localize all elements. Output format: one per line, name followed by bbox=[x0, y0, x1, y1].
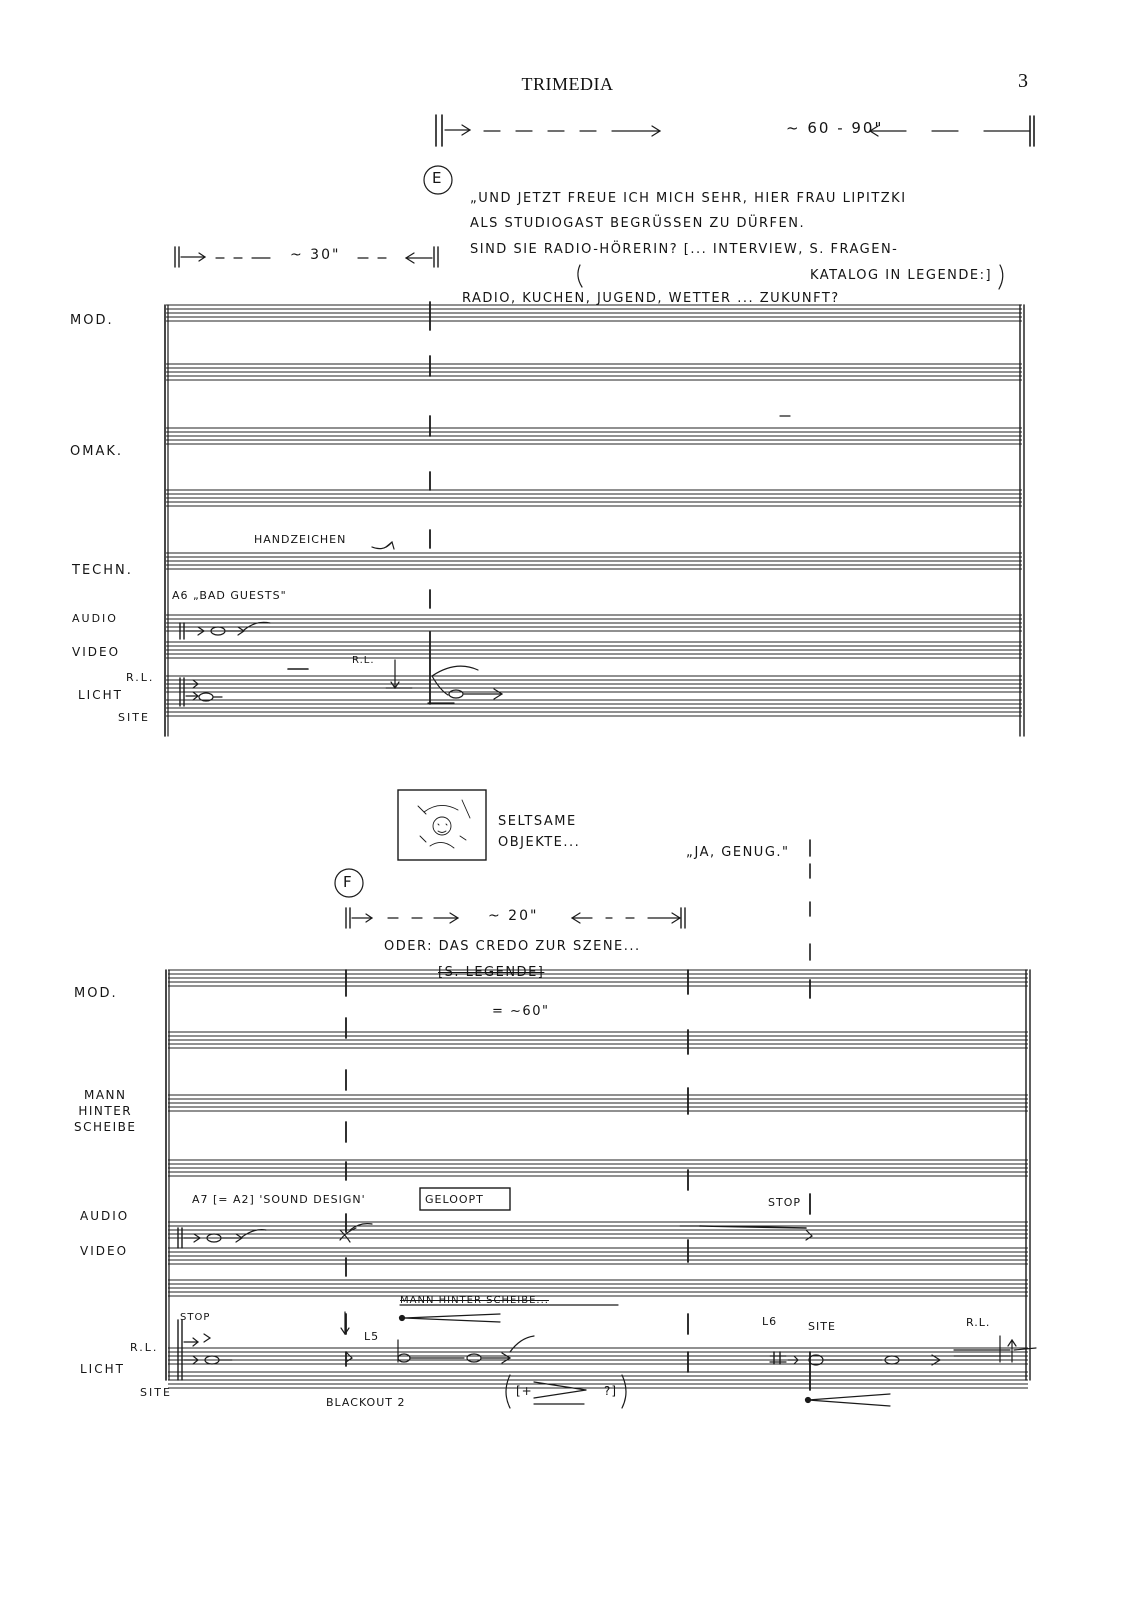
bracket-plus: [+ bbox=[516, 1384, 533, 1398]
staff-label-hinter: HINTER bbox=[78, 1104, 133, 1118]
staff-label-licht-f: LICHT bbox=[80, 1362, 125, 1376]
section-f-staves bbox=[168, 970, 1028, 1388]
section-f-staff-2 bbox=[168, 1032, 1028, 1048]
staff-label-video: VIDEO bbox=[72, 645, 121, 659]
image-caption-2: OBJEKTE... bbox=[498, 835, 581, 850]
section-e-staves bbox=[166, 305, 1022, 716]
staff-label-techn: TECHN. bbox=[72, 563, 133, 578]
dialogue-line-1: „UND JETZT FREUE ICH MICH SEHR, HIER FRAU LIPITZKI bbox=[470, 191, 907, 206]
staff-label-mod-f: MOD. bbox=[74, 986, 118, 1001]
section-e-staff-2 bbox=[166, 364, 1022, 380]
ja-genug-line: „JA, GENUG." bbox=[686, 845, 790, 860]
section-f-staff-9 bbox=[168, 1372, 1028, 1388]
section-e-staff-7 bbox=[166, 642, 1022, 658]
staff-label-rl-f: R.L. bbox=[130, 1341, 159, 1354]
section-e-staff-3 bbox=[166, 428, 1022, 444]
image-caption-1: SELTSAME bbox=[498, 814, 577, 829]
light-cue-l5: L5 bbox=[364, 1330, 380, 1343]
page-header-title: TRIMEDIA bbox=[521, 74, 614, 94]
rl-cue-right: R.L. bbox=[966, 1316, 991, 1329]
audio-cue-a6: A6 „BAD GUESTS" bbox=[172, 589, 287, 602]
staff-label-mod: MOD. bbox=[70, 313, 114, 328]
section-e-staff-4 bbox=[166, 490, 1022, 506]
staff-label-site: SITE bbox=[118, 711, 150, 724]
section-e-staff-8 bbox=[166, 676, 1022, 692]
blackout-2: BLACKOUT 2 bbox=[326, 1396, 406, 1409]
section-e-staff-6 bbox=[166, 615, 1022, 631]
section-e-staff-5 bbox=[166, 553, 1022, 569]
time-marker-e-top: ~ 60 - 90" bbox=[786, 119, 884, 137]
light-cue-l6: L6 bbox=[762, 1315, 778, 1328]
section-f-staff-1 bbox=[168, 970, 1028, 986]
oder-credo-line: ODER: DAS CREDO ZUR SZENE... bbox=[384, 939, 641, 954]
sketch-drawing bbox=[418, 800, 470, 848]
interview-bracket-open bbox=[578, 265, 582, 287]
section-e-staff-9 bbox=[166, 700, 1022, 716]
section-e-score bbox=[0, 0, 1135, 760]
dialogue-line-3: SIND SIE RADIO-HÖRERIN? [... INTERVIEW, S. FRAGEN- bbox=[470, 242, 899, 257]
audio-cue-a7: A7 [= A2] 'SOUND DESIGN' bbox=[192, 1193, 366, 1206]
time-marker-e-left: ~ 30" bbox=[290, 247, 341, 263]
geloopt-label: GELOOPT bbox=[425, 1193, 484, 1206]
interview-bracket-close bbox=[999, 265, 1003, 289]
image-frame bbox=[398, 790, 486, 860]
staff-label-licht: LICHT bbox=[78, 688, 123, 702]
legende-ref: [S. LEGENDE] bbox=[438, 965, 545, 980]
sixty-seconds: = ~60" bbox=[492, 1004, 550, 1019]
section-f-staff-6 bbox=[168, 1248, 1028, 1264]
handzeichen-cue: HANDZEICHEN bbox=[254, 533, 347, 546]
staff-label-mann-hinter-scheibe bbox=[74, 1087, 136, 1135]
page-number: 3 bbox=[1018, 70, 1028, 92]
mann-hinter-scheibe-cue: MANN HINTER SCHEIBE... bbox=[400, 1295, 549, 1306]
staff-label-audio: AUDIO bbox=[72, 612, 118, 625]
stop-light: STOP bbox=[180, 1312, 211, 1323]
section-f-staff-7 bbox=[168, 1280, 1028, 1296]
staff-label-mann: MANN bbox=[83, 1088, 127, 1102]
rehearsal-marker-f: F bbox=[343, 873, 352, 891]
time-marker-f: ~ 20" bbox=[488, 908, 539, 924]
site-cue: SITE bbox=[808, 1320, 836, 1333]
stop-audio: STOP bbox=[768, 1196, 801, 1209]
rehearsal-marker-e: E bbox=[432, 169, 442, 187]
staff-label-omak: OMAK. bbox=[70, 444, 123, 459]
staff-label-audio-f: AUDIO bbox=[80, 1209, 130, 1223]
section-f-staff-4 bbox=[168, 1160, 1028, 1176]
section-f-score bbox=[0, 760, 1135, 1600]
dialogue-line-2: ALS STUDIOGAST BEGRÜSSEN ZU DÜRFEN. bbox=[470, 216, 806, 231]
time-bracket-top bbox=[436, 115, 1034, 146]
bracket-question: ?] bbox=[604, 1384, 618, 1398]
staff-label-site-f: SITE bbox=[140, 1386, 172, 1399]
staff-label-video-f: VIDEO bbox=[80, 1244, 129, 1258]
dialogue-line-4: KATALOG IN LEGENDE:] bbox=[810, 268, 993, 283]
staff-label-scheibe: SCHEIBE bbox=[74, 1120, 137, 1134]
section-e-staff-1 bbox=[166, 305, 1022, 321]
section-e-cue-marks bbox=[165, 302, 1024, 736]
dialogue-line-5: RADIO, KUCHEN, JUGEND, WETTER ... ZUKUNFT? bbox=[462, 291, 840, 306]
section-f-staff-3 bbox=[168, 1095, 1028, 1111]
section-f-staff-5 bbox=[168, 1222, 1028, 1238]
rl-cue-small: R.L. bbox=[352, 655, 375, 666]
staff-label-rl: R.L. bbox=[126, 671, 155, 684]
